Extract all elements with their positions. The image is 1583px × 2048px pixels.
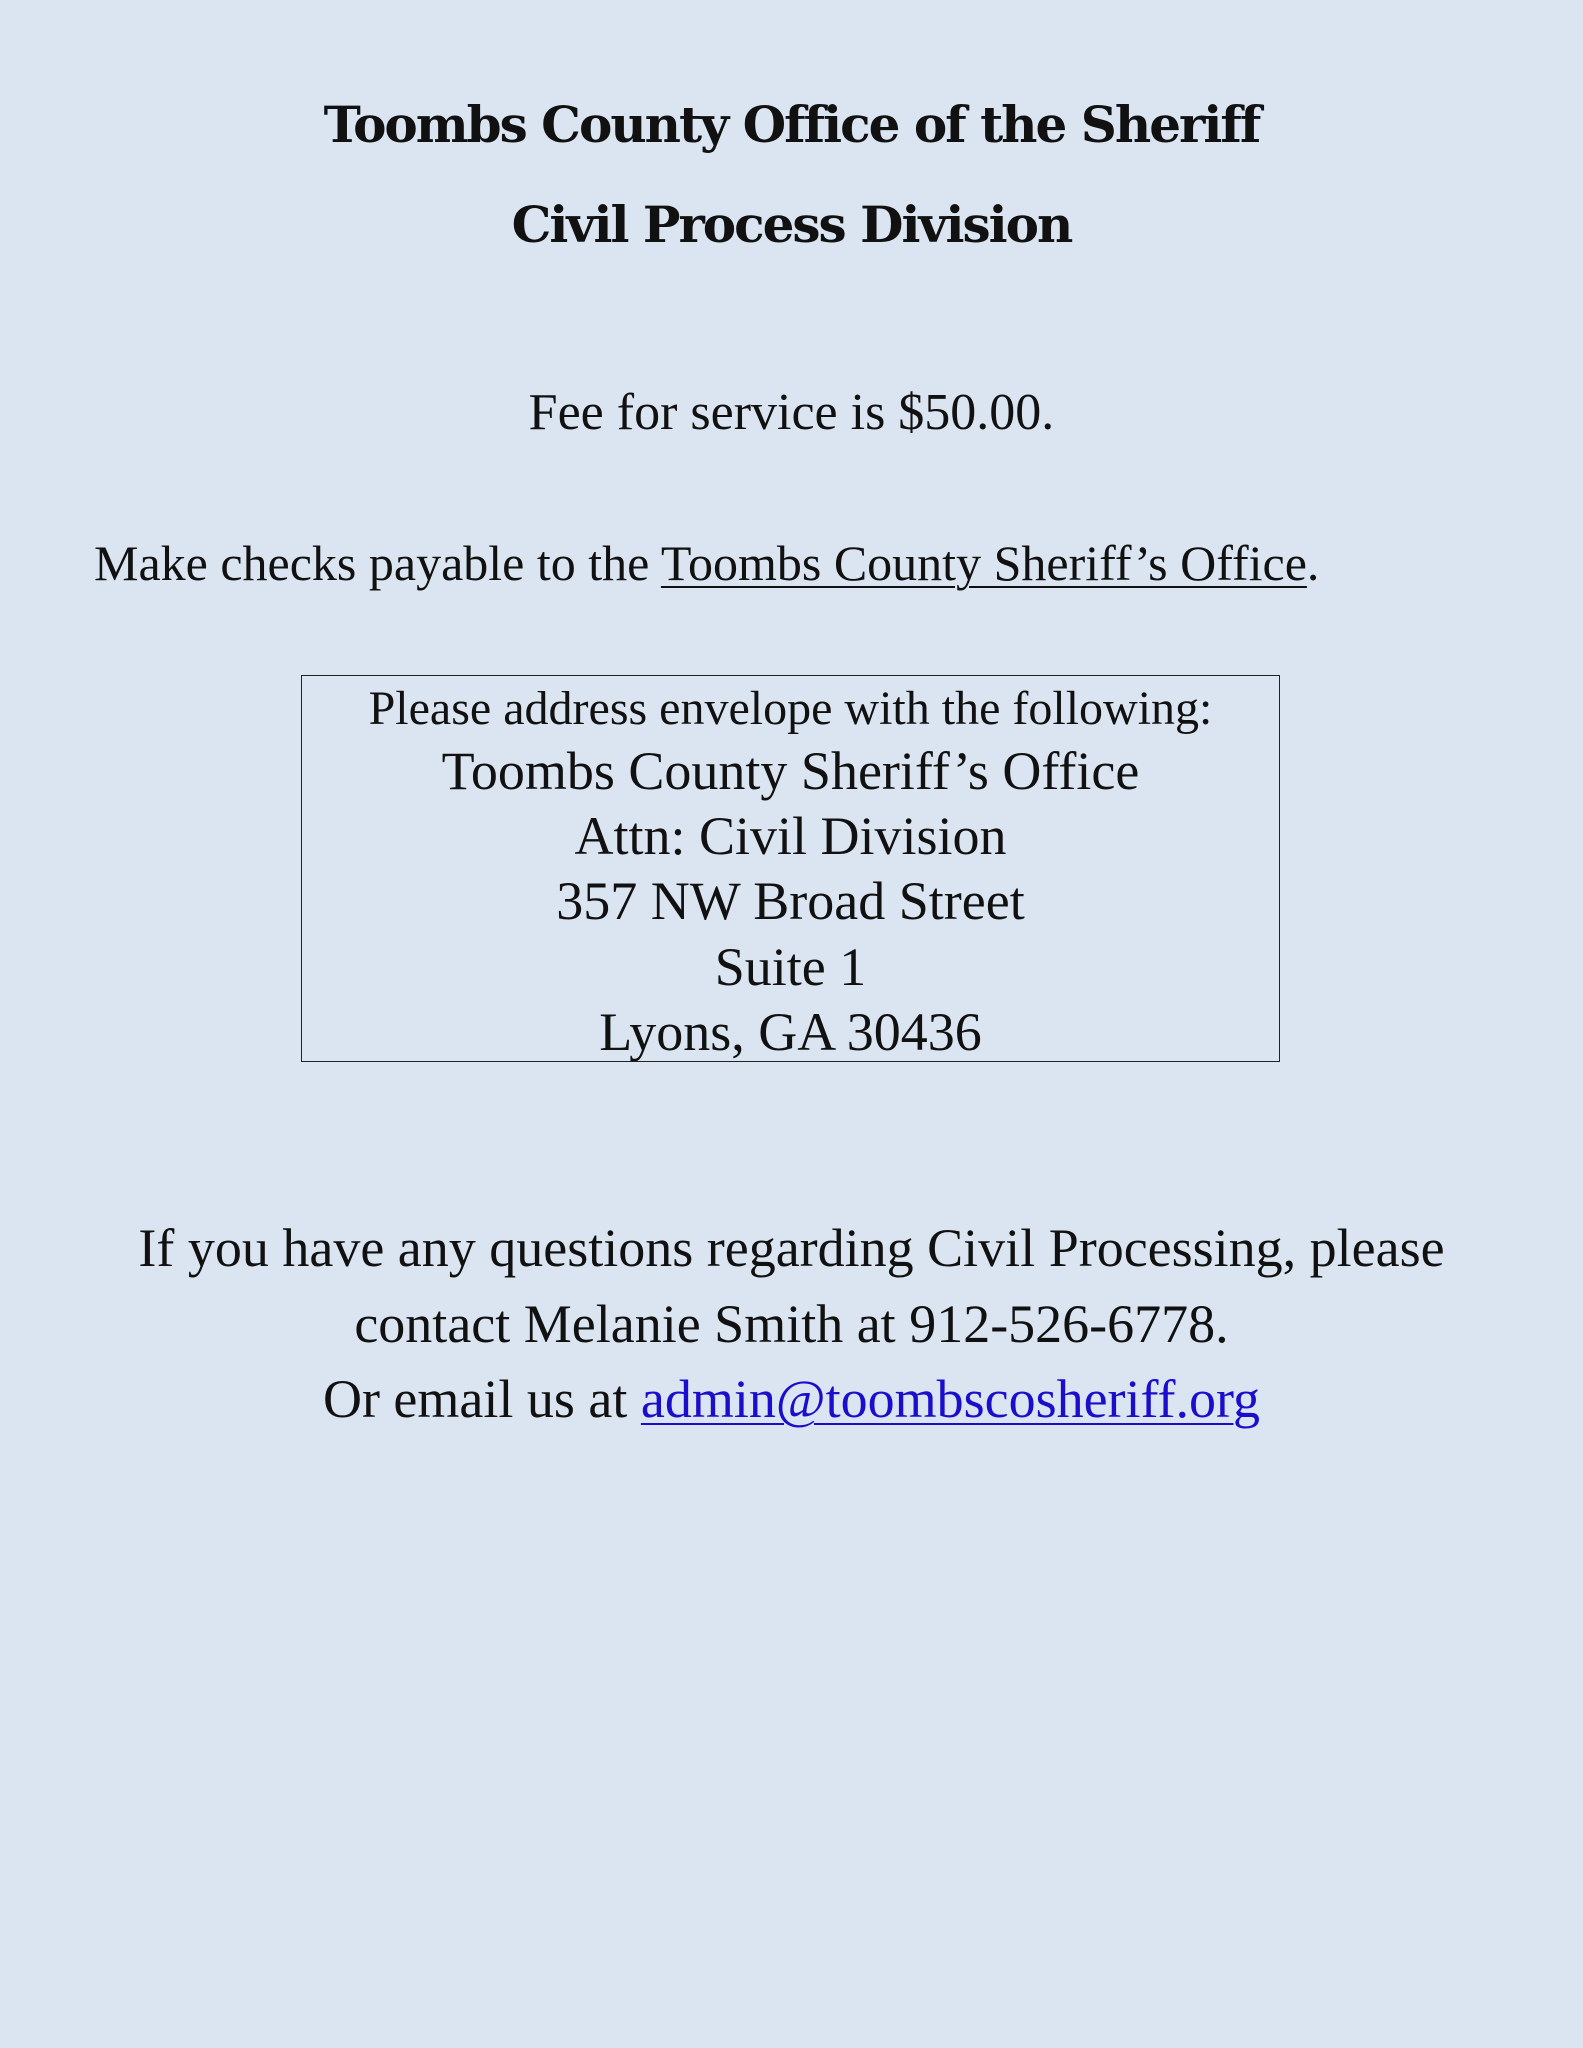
mailing-address-box xyxy=(301,675,1280,1062)
address-line-city-state-zip: Lyons, GA 30436 xyxy=(599,1002,982,1062)
email-prefix: Or email us at xyxy=(322,1369,641,1429)
address-line-recipient: Toombs County Sheriff’s Office xyxy=(441,741,1140,801)
contact-line-email xyxy=(0,1370,1583,1429)
payment-instructions xyxy=(94,536,1319,591)
page-subtitle: Civil Process Division xyxy=(511,195,1072,254)
contact-line-phone: contact Melanie Smith at 912-526-6778. xyxy=(354,1294,1229,1354)
page-title: Toombs County Office of the Sheriff xyxy=(323,95,1260,154)
fee-statement: Fee for service is $50.00. xyxy=(528,384,1055,441)
address-line-suite: Suite 1 xyxy=(714,937,867,997)
contact-line-questions: If you have any questions regarding Civil Processing, please xyxy=(138,1218,1445,1278)
address-instructions: Please address envelope with the following: xyxy=(368,682,1213,735)
payment-suffix: . xyxy=(1306,535,1320,591)
address-line-street: 357 NW Broad Street xyxy=(556,871,1025,931)
email-link[interactable]: admin@toombscosheriff.org xyxy=(640,1369,1261,1429)
payee-name: Toombs County Sheriff’s Office xyxy=(660,535,1307,591)
address-line-attention: Attn: Civil Division xyxy=(574,806,1007,866)
payment-prefix: Make checks payable to the xyxy=(94,535,661,591)
